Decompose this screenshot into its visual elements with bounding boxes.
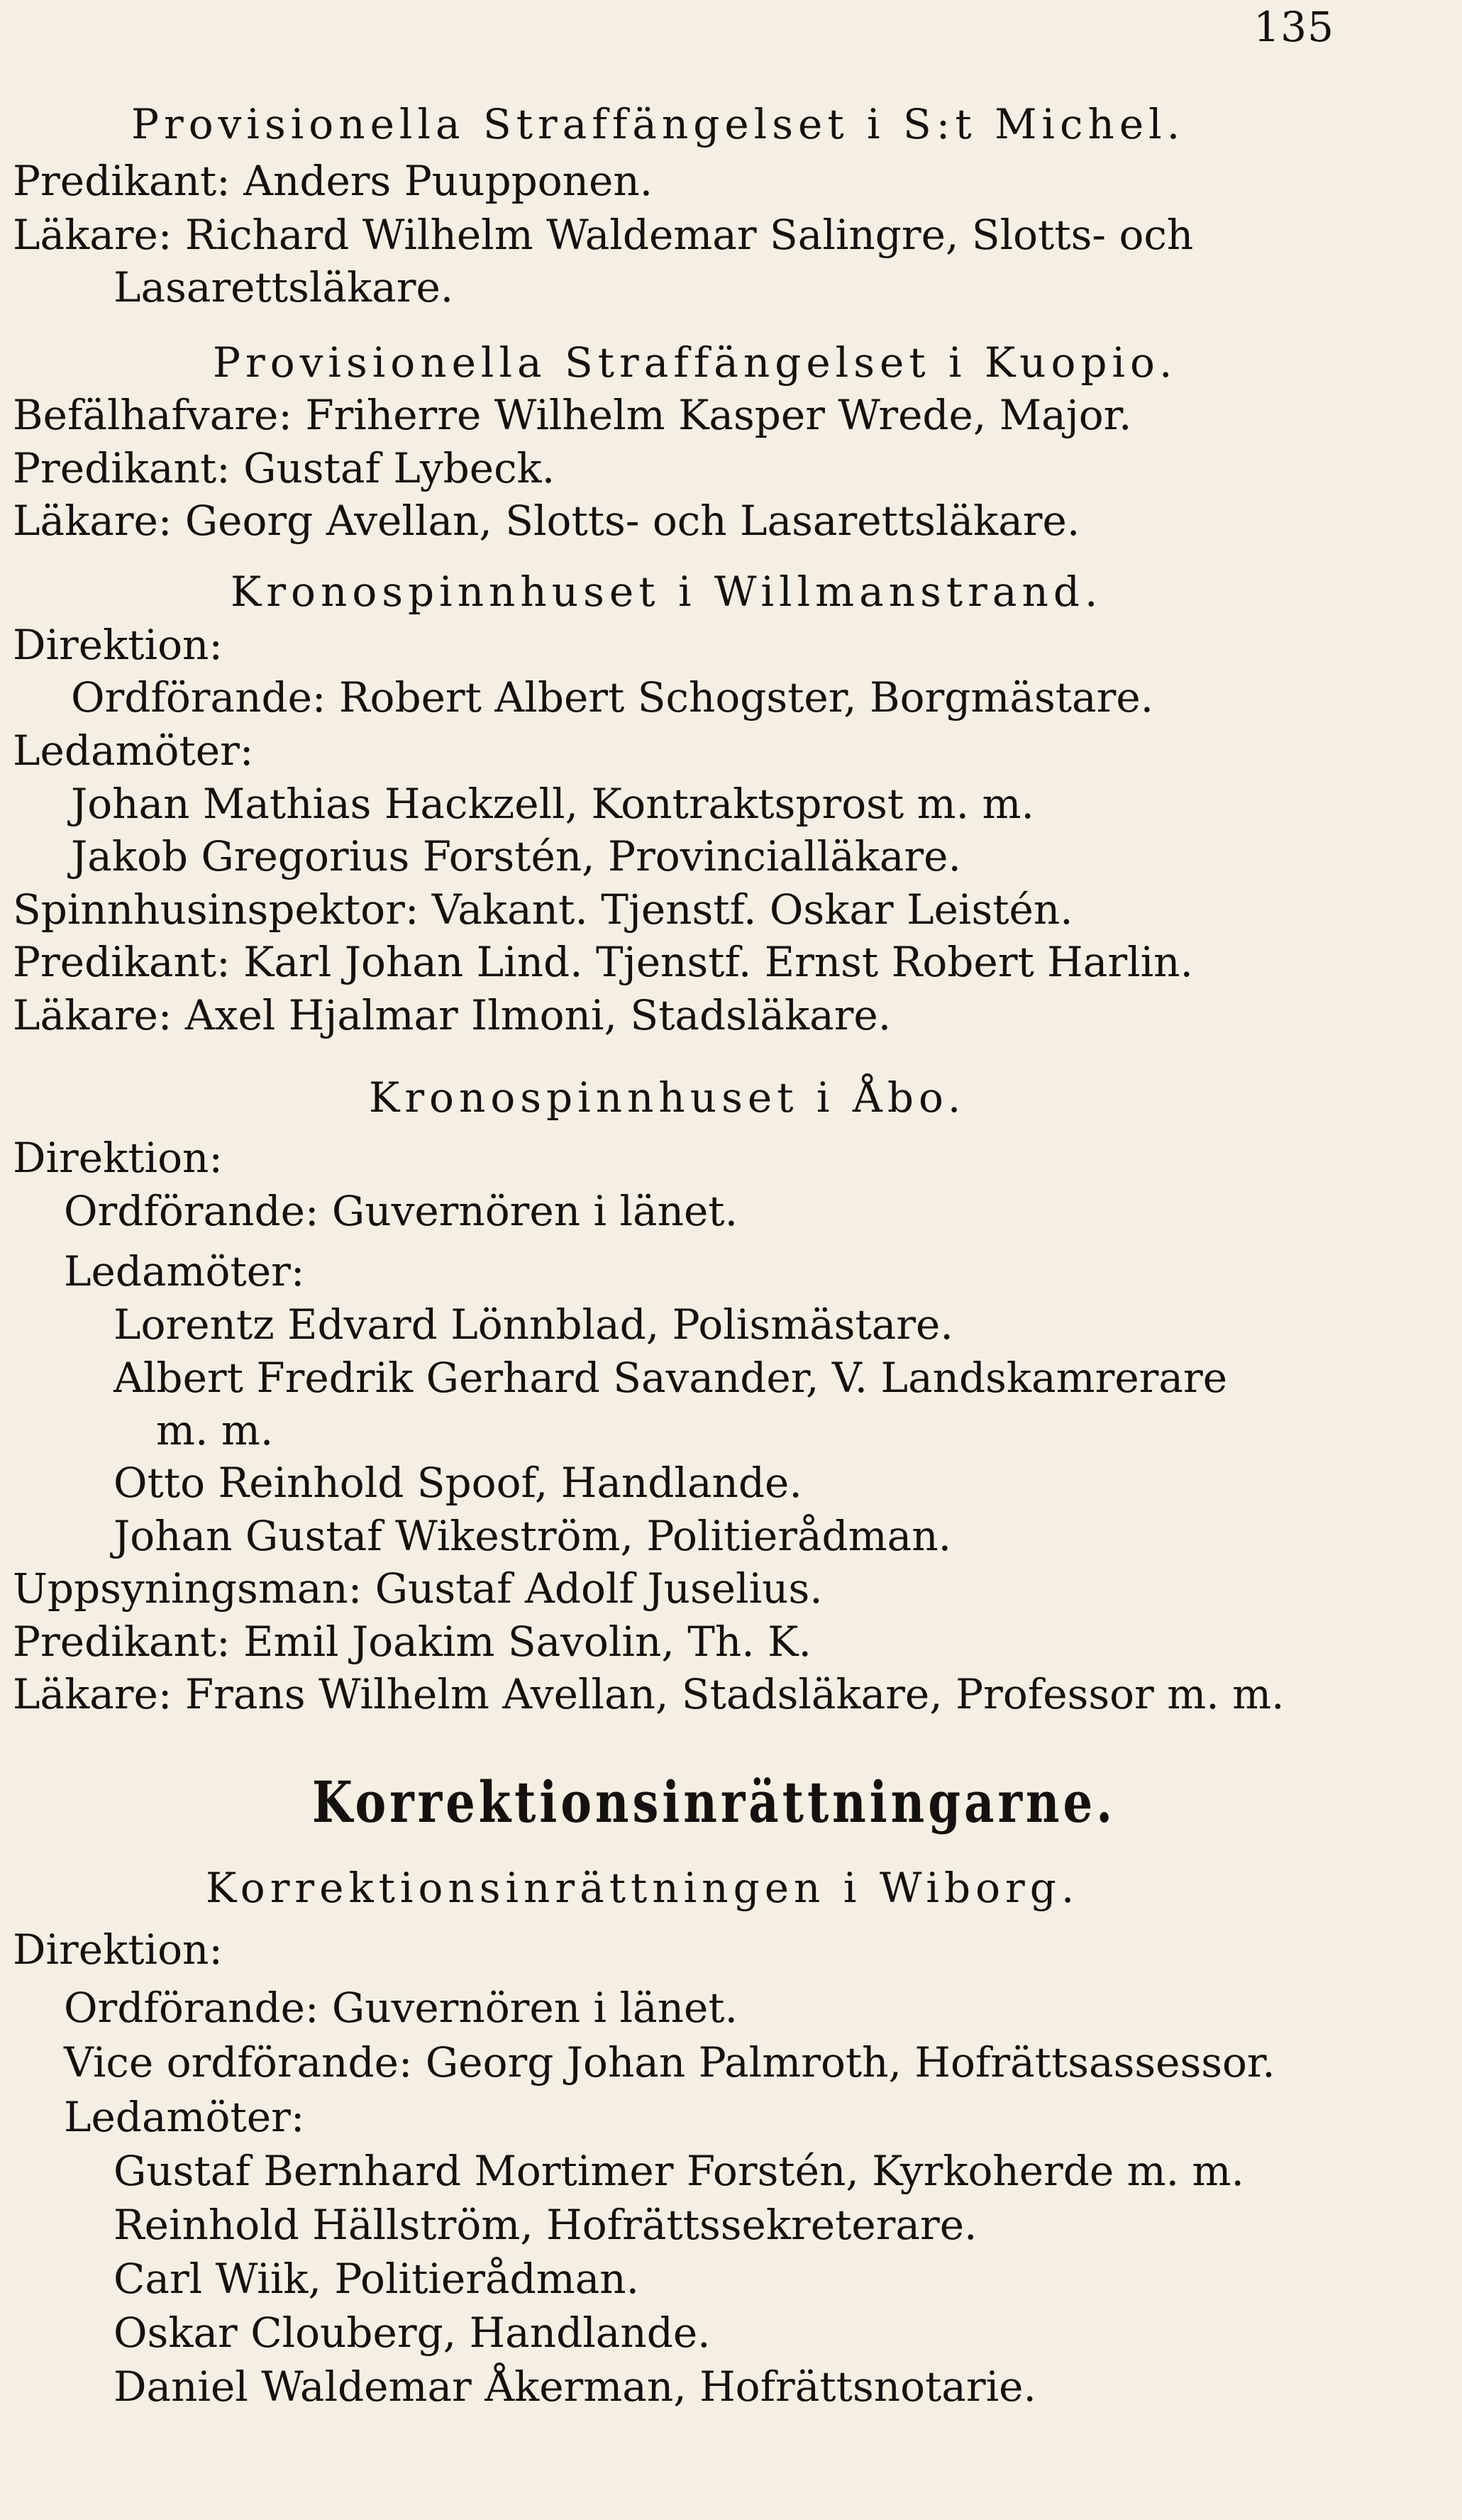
- text-line: Vice ordförande: Georg Johan Palmroth, Hofrättsassessor.: [64, 2038, 1275, 2087]
- text-line: Lasarettsläkare.: [113, 263, 454, 311]
- text-line: Ledamöter:: [64, 2093, 305, 2141]
- text-line: Ledamöter:: [13, 726, 254, 775]
- text-line: Direktion:: [13, 1134, 223, 1182]
- section-heading: Kronospinnhuset i Åbo.: [369, 1073, 966, 1122]
- text-line: m. m.: [156, 1406, 274, 1454]
- text-line: Läkare: Axel Hjalmar Ilmoni, Stadsläkare.: [13, 991, 892, 1039]
- text-line: Predikant: Anders Puupponen.: [13, 157, 653, 205]
- section-heading: Kronospinnhuset i Willmanstrand.: [231, 568, 1103, 616]
- section-heading: Provisionella Straffängelset i S:t Michel.: [131, 100, 1185, 148]
- text-line: Läkare: Frans Wilhelm Avellan, Stadsläkare, Professor m. m.: [13, 1670, 1285, 1718]
- text-line: Ordförande: Guvernören i länet.: [64, 1187, 738, 1235]
- text-line: Albert Fredrik Gerhard Savander, V. Landskamrerare: [113, 1354, 1228, 1402]
- text-line: Otto Reinhold Spoof, Handlande.: [113, 1459, 802, 1507]
- chapter-heading: Korrektionsinrättningarne.: [312, 1769, 1116, 1835]
- text-line: Uppsyningsman: Gustaf Adolf Juselius.: [13, 1564, 823, 1613]
- section-heading: Korrektionsinrättningen i Wiborg.: [206, 1864, 1080, 1912]
- text-line: Daniel Waldemar Åkerman, Hofrättsnotarie.: [113, 2362, 1036, 2411]
- text-line: Gustaf Bernhard Mortimer Forstén, Kyrkoherde m. m.: [113, 2147, 1244, 2195]
- text-line: Predikant: Karl Johan Lind. Tjenstf. Ernst Robert Harlin.: [13, 938, 1193, 986]
- text-line: Jakob Gregorius Forstén, Provincialläkare.: [71, 832, 961, 880]
- text-line: Läkare: Richard Wilhelm Waldemar Salingre, Slotts- och: [13, 211, 1194, 259]
- text-line: Predikant: Gustaf Lybeck.: [13, 444, 555, 492]
- text-line: Reinhold Hällström, Hofrättssekreterare.: [113, 2201, 978, 2249]
- text-line: Johan Gustaf Wikeström, Politierådman.: [113, 1512, 952, 1560]
- text-line: Spinnhusinspektor: Vakant. Tjenstf. Oskar Leistén.: [13, 885, 1073, 934]
- section-heading: Provisionella Straffängelset i Kuopio.: [213, 338, 1178, 387]
- text-line: Johan Mathias Hackzell, Kontraktsprost m. m.: [71, 780, 1034, 828]
- text-line: Direktion:: [13, 621, 223, 669]
- text-line: Befälhafvare: Friherre Wilhelm Kasper Wrede, Major.: [13, 391, 1132, 439]
- text-line: Carl Wiik, Politierådman.: [113, 2255, 640, 2303]
- text-line: Ledamöter:: [64, 1247, 305, 1295]
- text-line: Lorentz Edvard Lönnblad, Polismästare.: [113, 1300, 953, 1349]
- page-number: 135: [1253, 3, 1334, 51]
- text-line: Predikant: Emil Joakim Savolin, Th. K.: [13, 1618, 812, 1666]
- text-line: Ordförande: Robert Albert Schogster, Borgmästare.: [71, 673, 1154, 722]
- text-line: Ordförande: Guvernören i länet.: [64, 1984, 738, 2032]
- text-line: Direktion:: [13, 1925, 223, 1974]
- text-line: Oskar Clouberg, Handlande.: [113, 2309, 711, 2357]
- text-line: Läkare: Georg Avellan, Slotts- och Lasarettsläkare.: [13, 497, 1080, 545]
